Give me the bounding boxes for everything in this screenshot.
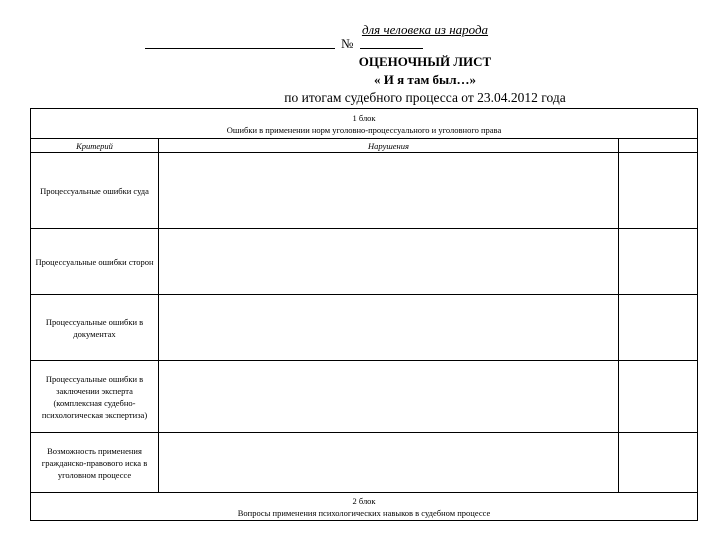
number-sign: № [341,36,354,51]
score-cell[interactable] [619,153,698,229]
page-subtitle: « И я там был…» [374,72,476,87]
date-line: по итогам судебного процесса от 23.04.2012 года [284,90,566,105]
score-cell[interactable] [619,361,698,433]
block2-label: 2 блок [352,495,376,506]
block1-header [31,109,698,139]
violations-cell[interactable] [159,153,619,229]
criterion-row-label: Процессуальные ошибки в документах [31,295,159,361]
score-cell[interactable] [619,433,698,493]
criterion-row-label: Процессуальные ошибки сторон [31,229,159,295]
criterion-row-label: Процессуальные ошибки в заключении эксперта (комплексная судебно-психологическая экспертиза) [31,361,159,433]
for-people-caption: для человека из народа [361,22,489,37]
block1-label: 1 блок [352,112,376,123]
violations-cell[interactable] [159,229,619,295]
page-title: ОЦЕНОЧНЫЙ ЛИСТ [358,54,492,69]
score-cell[interactable] [619,295,698,361]
violations-cell[interactable] [159,295,619,361]
criterion-row-label: Процессуальные ошибки суда [31,153,159,229]
score-cell[interactable] [619,229,698,295]
evaluation-table [30,108,698,521]
violations-cell[interactable] [159,361,619,433]
criterion-header: Критерий [31,139,159,153]
violations-cell[interactable] [159,433,619,493]
criterion-row-label: Возможность применения гражданско-правового иска в уголовном процессе [31,433,159,493]
name-blank-line [145,48,335,49]
extra-header-cell [619,139,698,153]
block1-title: Ошибки в применении норм уголовно-процессуального и уголовного права [226,124,502,135]
number-blank-line [360,48,423,49]
block2-title: Вопросы применения психологических навыков в судебном процессе [237,507,491,518]
violations-header: Нарушения [159,139,619,153]
block2-header [31,493,698,521]
